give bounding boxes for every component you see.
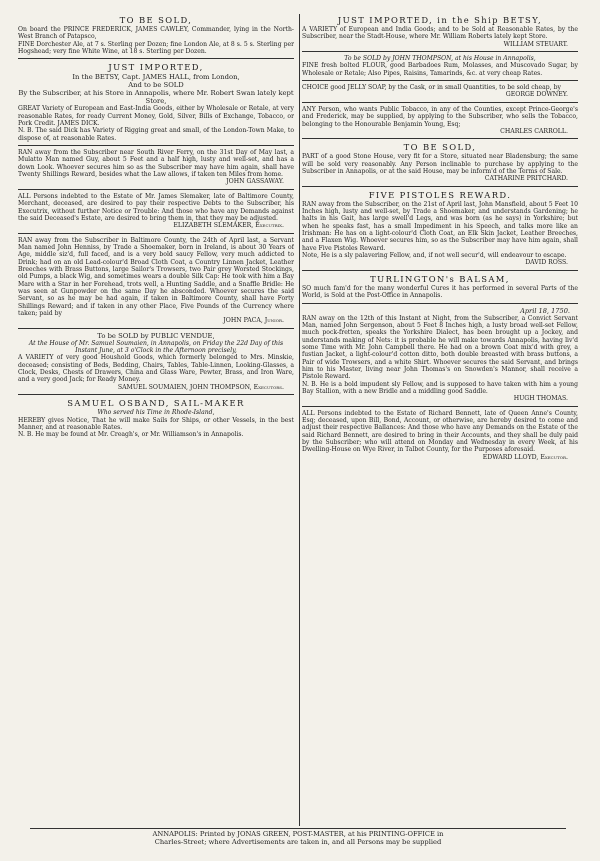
ad-heading: SAMUEL OSBAND, SAIL-MAKER [67,398,245,409]
ad-divider [302,51,578,52]
ad-paragraph: FINE fresh bolted FLOUR, good Barbadoes Rum, Molasses, and Muscovado Sugar, by Wholesale or Retale; Also Pipes, Raisins, Tamarinds, &c. at very cheap Rates. [302,62,578,77]
advertisement [18,15,294,55]
ad-paragraph: SO much fam'd for the many wonderful Cures it has performed in several Parts of the World, is Sold at the Post-Office in Annapolis. [302,284,578,300]
columns [18,14,578,826]
advertisement [18,233,294,325]
ad-signature: ELIZABETH SLEMAKER, Executrix. [173,222,284,230]
ad-heading: TURLINGTON's BALSAM, [370,273,510,284]
ad-date: April 18, 1750. [520,306,570,315]
advertisement [302,186,578,267]
ad-divider [302,303,578,304]
ad-subheading: In the BETSY, Capt. JAMES HALL, from London, [72,73,240,82]
ad-divider [18,189,294,190]
ad-paragraph: GREAT Variety of European and East-India Goods, either by Wholesale or Retale, at very reasonable Rates, for ready Current Money, Gold, Silver, Bills of Exchange, Tobacco, or Pork Credit. JAMES DICK. [18,105,294,128]
ad-paragraph: A VARIETY of European and India Goods; and to be Sold at Reasonable Rates, by the Subscriber, near the Stadt-House, where Mr. William Roberts lately kept Store. [302,26,578,41]
ad-signature: EDWARD LLOYD, Executor. [482,453,568,461]
advertisement [302,303,578,403]
ad-heading: TO BE SOLD, [403,142,477,153]
ad-paragraph: RAN away from the Subscriber, on the 21st of April last, John Mansfield, about 5 Feet 10 Inches high, lusty and well-set, by Trade a Shoemaker, and understands Gardening; he halts in his Gait, has large swell'd Legs, and was born (as he says) in Yorkshire; but when he speaks fast, has a small Impediment in his Speech, and talks more like an Irishman: He has on a light-colour'd Cloth Coat, an Elk Skin Jacket, Leather Breeches, and a Flaxen Wig. Whoever secures him, so as the Subscriber may have him again, shall have Five Pistoles Reward. [302,200,578,252]
ad-signature: CHARLES CARROLL. [500,127,568,135]
ad-italic-subheading: At the House of Mr. Samuel Soumaien, in Annapolis, on Friday the 22d Day of this Instant June, at 3 o'Clock in the Afternoon precisely, [28,339,284,355]
ad-divider [18,328,294,329]
ad-heading: TO BE SOLD, [119,15,193,25]
ad-divider [302,138,578,139]
advertisement [18,58,294,142]
ad-italic-subheading: Who served his Time in Rhode-Island, [97,409,215,417]
ad-signature: CATHARINE PRITCHARD. [484,175,568,183]
ad-paragraph: RAN away on the 12th of this Instant at Night, from the Subscriber, a Convict Servant Man, named John Sergenson, about 5 Feet 8 Inches high, a lusty broad well-set Fellow, much pock-fretten, speaks the Yorkshire Dialect, has been brought up a Jockey, and understands making of Nets: it is probable he will make towards Annapolis, having liv'd some Time with Mr. John Campbell there. He had on a brown Coat mix'd with grey, a fustian Jacket, a light-colour'd cotton ditto, both double breasted with brass buttons, a Pair of wide Trowsers, and a white Shirt. Whoever secures the said Servant, and brings him to his Master, living near John Thomas's on Snowden's Mannor, shall receive a Pistole Reward. [302,314,578,381]
advertisement [302,406,578,461]
advertisement [302,51,578,77]
ad-paragraph: HEREBY gives Notice, That he will make Sails for Ships, or other Vessels, in the best Manner, and at reasonable Rates. [18,416,294,431]
imprint-line-1: ANNAPOLIS: Printed by JONAS GREEN, POST-MASTER, at his PRINTING-OFFICE in [152,830,444,838]
ad-subheading: By the Subscriber, at his Store in Annapolis, where Mr. Robert Swan lately kept Store, [18,89,294,106]
ad-signature: DAVID ROSS. [525,259,568,267]
ad-paragraph: FINE Dorchester Ale, at 7 s. Sterling per Dozen; fine London Ale, at 8 s. 5 s. Sterling per Hogshead; very fine White Wine, at 18 s. Sterling per Dozen. [18,40,294,56]
ad-paragraph: ANY Person, who wants Public Tobacco, in any of the Counties, except Prince-George's and Frederick, may be supplied, by applying to the Subscriber, who sells the Tobacco, belonging to the Honourable Benjamin Young, Esq; [302,105,578,128]
ad-paragraph: ALL Persons indebted to the Estate of Richard Bennett, late of Queen Anne's County, Esq; deceased, upon Bill, Bond, Account, or otherwise, are hereby desired to come and adjust their respective Ballances: And those who have any Demands on the Estate of the said Richard Bennett, are desired to bring in their Accounts, and they shall be duly paid by the Subscriber; who will attend on Monday and Wednesday in every Week, at his Dwelling-House on Wye River, in Talbot County, for the Purposes aforesaid. [302,409,578,454]
imprint-line-2: Charles-Street; where Advertisements are taken in, and all Persons may be supplied [154,838,442,847]
advertisement [302,270,578,300]
ad-italic-subheading: To be SOLD by JOHN THOMPSON, at his House in Annapolis, [344,55,536,63]
ad-heading: FIVE PISTOLES REWARD. [368,189,512,200]
advertisement [18,189,294,230]
ad-divider [18,145,294,146]
ad-divider [302,406,578,407]
ad-divider [18,394,294,395]
ad-paragraph: On board the PRINCE FREDERICK, JAMES CAWLEY, Commander, lying in the North-West Branch of Patapsco, [18,26,294,41]
advertisement [302,102,578,135]
ad-signature: GEORGE DOWNEY. [505,91,568,99]
ad-signature: JOHN PACA, Junior. [223,317,284,325]
ad-signature: HUGH THOMAS. [513,395,568,403]
ad-paragraph: CHOICE good JELLY SOAP, by the Cask, or in small Quantities, to be sold cheap, by [302,84,561,92]
ad-paragraph: RAN away from the Subscriber in Baltimore County, the 24th of April last, a Servant Man named John Henniss, by Trade a Shoemaker, born in Ireland, is about 30 Years of Age, middle siz'd, full faced, and is a very bold saucy Fellow, very much addicted to Drink; had on an old Lead-colour'd Broad Cloth Coat, a Country Linnen Jacket, Leather Breeches with Brass Buttons, large Sailor's Trowsers, two Pair grey Worsted Stockings, old Pumps, a black Wig, and sometimes wears a double Silk Cap: He took with him a Bay Mare with a Star in her Forehead, trots well, a Hunting Saddle, and a Snaffle Bridle: He was seen at Gunpowder on the same Day he absconded. Whoever secures the said Servant, so as he may be had again, if taken in Baltimore County, shall have Forty Shillings Reward; and if taken in any other Place, Five Pounds of the Currency where taken; paid by [18,236,294,318]
imprint-footer [18,829,578,847]
advertisement [18,328,294,391]
ad-paragraph: ALL Persons indebted to the Estate of Mr. James Slemaker, late of Baltimore County, Merchant, deceased, are desired to pay their respective Debts to the Subscriber, his Executrix, without further Notice or Trouble: And those who have any Demands against the said Deceased's Estate, are desired to bring them in, that they may be adjusted. [18,192,294,222]
ad-signature: JOHN GASSAWAY. [226,178,284,186]
advertisement [302,15,578,48]
right-column [302,14,578,826]
ad-signature: SAMUEL SOUMAIEN, JOHN THOMPSON, Executors. [117,383,284,391]
ad-divider [18,233,294,234]
advertisement [18,145,294,186]
ad-paragraph: PART of a good Stone House, very fit for a Store, situated near Bladensburg; the same will be sold very reasonably. Any Person inclinable to purchase by applying to the Subscriber in Annapolis, or at the said House, may be inform'd of the Terms of Sale. [302,153,578,175]
advertisement [302,138,578,182]
advertisement [302,80,578,99]
left-column [18,14,294,826]
ad-paragraph: N. B. He is a bold impudent sly Fellow, and is supposed to have taken with him a young Bay Stallion, with a new Bridle and a middling good Saddle. [302,380,578,395]
ad-paragraph: Note, He is a sly palavering Fellow, and, if not well secur'd, will endeavour to escape. [302,252,567,260]
ad-divider [302,186,578,187]
ad-heading: JUST IMPORTED, [108,62,204,73]
ad-divider [18,58,294,59]
advertisement [18,394,294,438]
ad-paragraph: N. B. The said Dick has Variety of Rigging great and small, of the London-Town Make, to dispose of, at reasonable Rates. [18,127,294,142]
ad-divider [302,102,578,103]
ad-divider [302,270,578,271]
ad-paragraph: A VARIETY of very good Houshold Goods, which formerly belonged to Mrs. Minskie, deceased; consisting of Beds, Bedding, Chairs, Tables, Table-Linnen, Looking-Glasses, a Clock, Desks, Chests of Drawers, China and Glass Ware, Pewter, Brass, and Iron Ware, and a very good Jack; for Ready Money. [18,354,294,384]
ad-signature: WILLIAM STEUART. [503,40,568,48]
ad-subheading: To be SOLD by PUBLIC VENDUE, [97,331,215,340]
ad-subheading: And to be SOLD [128,81,184,90]
ad-paragraph: RAN away from the Subscriber near South River Ferry, on the 31st Day of May last, a Mulatto Man named Guy, about 5 Feet and a half high, lusty and well-set, and has a down Look. Whoever secures him so as the Subscriber may have him again, shall have Twenty Shillings Reward, besides what the Law allows, if taken ten Miles from home. [18,149,294,179]
ad-paragraph: N. B. He may be found at Mr. Creagh's, or Mr. Williamson's in Annapolis. [18,431,244,439]
ad-heading: JUST IMPORTED, in the Ship BETSY, [337,15,543,25]
ad-divider [302,80,578,81]
column-divider [299,14,300,826]
